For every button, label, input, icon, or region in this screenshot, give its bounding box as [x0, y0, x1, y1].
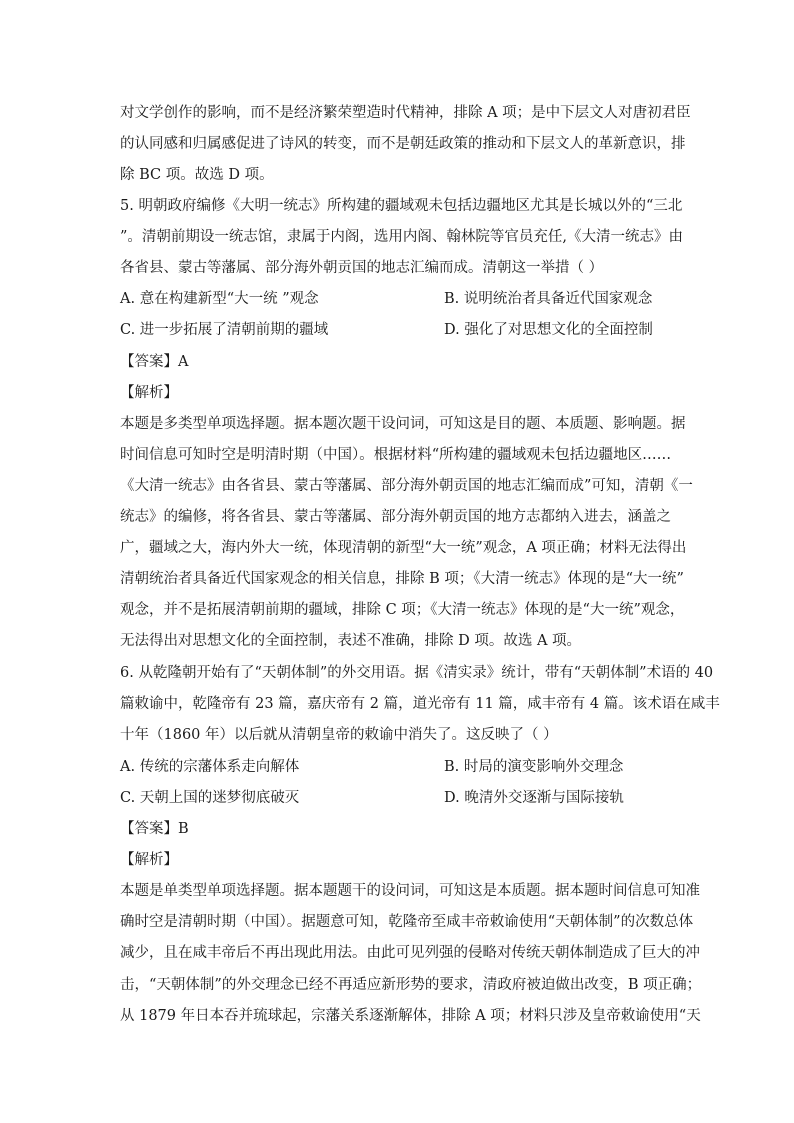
q5-analysis-label: 【解析】 — [120, 385, 178, 401]
q5-analysis-line: 清朝统治者具备近代国家观念的相关信息，排除 B 项；《大清一统志》体现的是“大一统” — [120, 571, 684, 587]
q5-analysis-line: 本题是多类型单项选择题。据本题次题干设问词，可知这是目的题、本质题、影响题。据 — [120, 416, 686, 432]
q5-option-b: B. 说明统治者具备近代国家观念 — [444, 291, 653, 307]
q6-analysis-line: 本题是单类型单项选择题。据本题题干的设问词，可知这是本质题。据本题时间信息可知准 — [120, 883, 700, 899]
q5-analysis-line: 统志》的编修，将各省县、蒙古等藩属、部分海外朝贡国的地方志都纳入进去，涵盖之 — [120, 509, 671, 525]
q6-option-b: B. 时局的演变影响外交理念 — [444, 759, 624, 775]
q5-option-c: C. 进一步拓展了清朝前期的疆域 — [120, 322, 329, 338]
q6-stem-line: 篇敕谕中，乾隆帝有 23 篇，嘉庆帝有 2 篇，道光帝有 11 篇，咸丰帝有 4 篇。该术语在咸丰 — [120, 696, 720, 712]
q5-answer: 【答案】A — [120, 354, 189, 370]
q6-analysis-line: 击，“天朝体制”的外交理念已经不再适应新形势的要求，清政府被迫做出改变，B 项正确； — [120, 977, 702, 993]
q6-analysis-line: 减少，且在咸丰帝后不再出现此用法。由此可见列强的侵略对传统天朝体制造成了巨大的冲 — [120, 945, 700, 961]
q5-option-a: A. 意在构建新型“大一统 ”观念 — [120, 291, 319, 307]
analysis-line: 对文学创作的影响，而不是经济繁荣塑造时代精神，排除 A 项；是中下层文人对唐初君臣 — [120, 105, 691, 121]
q6-stem-line: 6. 从乾隆朝开始有了“天朝体制”的外交用语。据《清实录》统计，带有“天朝体制”术语的 40 — [120, 665, 714, 681]
q6-analysis-line: 确时空是清朝时期（中国）。据题意可知，乾隆帝至咸丰帝敕谕使用“天朝体制”的次数总体 — [120, 914, 694, 930]
q5-analysis-line: 无法得出对思想文化的全面控制，表述不准确，排除 D 项。故选 A 项。 — [120, 633, 582, 649]
q5-analysis-line: 时间信息可知时空是明清时期（中国）。根据材料“所构建的疆域观未包括边疆地区…… — [120, 447, 672, 463]
q5-stem-line: 5. 明朝政府编修《大明一统志》所构建的疆域观未包括边疆地区尤其是长城以外的“三北 — [120, 198, 683, 214]
q6-option-d: D. 晚清外交逐渐与国际接轨 — [444, 790, 624, 806]
q6-option-a: A. 传统的宗藩体系走向解体 — [120, 759, 300, 775]
q5-stem-line: 各省县、蒙古等藩属、部分海外朝贡国的地志汇编而成。清朝这一举措（ ） — [120, 260, 604, 276]
q6-analysis-line: 从 1879 年日本吞并琉球起，宗藩关系逐渐解体，排除 A 项；材料只涉及皇帝敕谕使用“天 — [120, 1008, 701, 1024]
q5-analysis-line: 观念，并不是拓展清朝前期的疆域，排除 C 项；《大清一统志》体现的是“大一统”观念， — [120, 602, 685, 618]
analysis-line: 除 BC 项。故选 D 项。 — [120, 167, 274, 183]
q6-analysis-label: 【解析】 — [120, 852, 178, 868]
q6-option-c: C. 天朝上国的迷梦彻底破灭 — [120, 790, 300, 806]
analysis-line: 的认同感和归属感促进了诗风的转变，而不是朝廷政策的推动和下层文人的革新意识，排 — [120, 136, 686, 152]
q5-option-d: D. 强化了对思想文化的全面控制 — [444, 322, 653, 338]
q5-analysis-line: 《大清一统志》由各省县、蒙古等藩属、部分海外朝贡国的地志汇编而成”可知，清朝《一 — [120, 478, 693, 494]
q5-analysis-line: 广，疆域之大，海内外大一统，体现清朝的新型“大一统”观念，A 项正确；材料无法得出 — [120, 540, 687, 556]
q6-stem-line: 十年（1860 年）以后就从清朝皇帝的敕谕中消失了。这反映了（ ） — [120, 727, 558, 743]
q6-answer: 【答案】B — [120, 821, 189, 837]
q5-stem-line: ”。清朝前期设一统志馆，隶属于内阁，选用内阁、翰林院等官员充任,《大清一统志》由 — [120, 229, 684, 245]
